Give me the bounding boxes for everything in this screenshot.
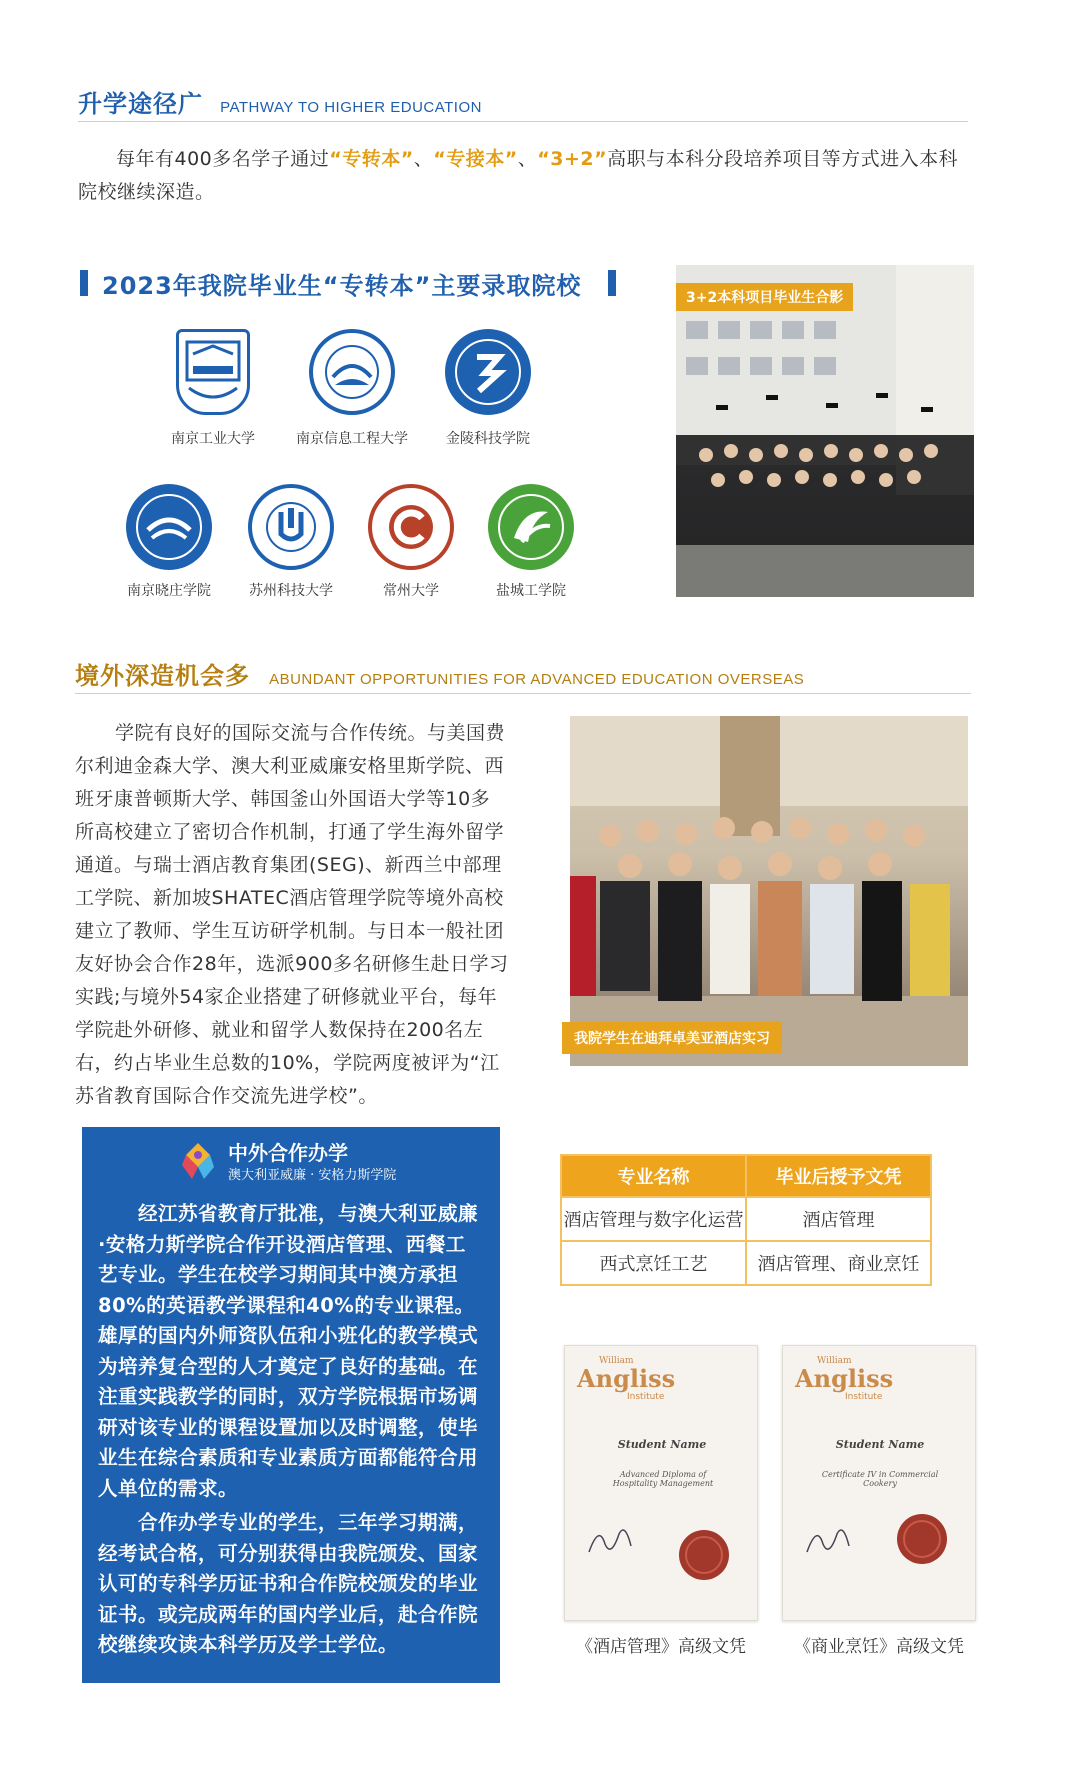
graduation-photo [676, 265, 974, 597]
section-title-en: PATHWAY TO HIGHER EDUCATION [220, 99, 482, 116]
section-overseas-header [75, 656, 977, 690]
table-header-row [561, 1155, 931, 1197]
nuist-emblem-icon [313, 333, 391, 411]
jit-emblem-icon [445, 329, 531, 415]
table-header: 毕业后授予文凭 [746, 1155, 931, 1197]
wax-seal-icon [895, 1512, 949, 1566]
school-label: 南京信息工程大学 [296, 431, 408, 447]
cooperation-title: 中外合作办学 [228, 1141, 348, 1165]
graduation-photo-tag: 3+2本科项目毕业生合影 [676, 283, 853, 311]
graduation-scene-icon [676, 265, 974, 597]
school-logo-njxzc [126, 484, 212, 570]
cooperation-text: 经江苏省教育厅批准，与澳大利亚威廉 ·安格力斯学院合作开设酒店管理、西餐工 艺专业。学生在校学习期间其中澳方承担 80%的英语教学课程和40%的专业课程。 雄厚的国内外师资队伍和小班化的教学模式 为培养复合型的人才奠定了良好的基础。在 注重实践教学的同时，双方学院根据市场调 研对该专业的课程设置加以及时调整，使毕 业生在综合素质和专业素质方面都能符合用 人单位的需求。 合作办学专业的学生，三年学习期满， 经考试合格，可分别获得由我院颁发、国家 认可的专科学历证书和合作院校颁发的毕业 证书。或完成两年的国内学业后，赴合作院 校继续攻读本科学历及学士学位。 [98, 1202, 479, 1656]
section-title-en: ABUNDANT OPPORTUNITIES FOR ADVANCED EDUCATION OVERSEAS [269, 671, 805, 688]
subhead-bar-left [80, 270, 88, 296]
njtech-emblem-icon [179, 332, 247, 412]
table-row [561, 1241, 931, 1285]
school-label: 盐城工学院 [496, 583, 566, 599]
signature-icon [585, 1514, 645, 1564]
hotel-photo-tag: 我院学生在迪拜卓美亚酒店实习 [562, 1022, 782, 1054]
table-cell: 酒店管理与数字化运营 [561, 1197, 746, 1241]
school-logo-ycit [488, 484, 574, 570]
school-logo-jit [445, 329, 531, 415]
ycit-emblem-icon [488, 484, 574, 570]
section-title-cn: 境外深造机会多 [75, 662, 250, 690]
school-label: 金陵科技学院 [446, 431, 530, 447]
school-label: 常州大学 [383, 583, 439, 599]
certificate-cookery: William Angliss Institute Student Name Certificate IV in Commercial Cookery [782, 1345, 976, 1621]
table-cell: 酒店管理 [746, 1197, 931, 1241]
certificate-hospitality: William Angliss Institute Student Name Advanced Diploma of Hospitality Management [564, 1345, 758, 1621]
school-logo-njtech [176, 329, 250, 415]
pathway-paragraph: 每年有400多名学子通过“专转本”、“专接本”、“3+2”高职与本科分段培养项目等方式进入本科院校继续深造。 [78, 148, 959, 203]
section-divider [78, 121, 968, 122]
certificate-caption: 《商业烹饪》高级文凭 [794, 1637, 964, 1657]
overseas-paragraph: 学院有良好的国际交流与合作传统。与美国费 尔利迪金森大学、澳大利亚威廉安格里斯学院、西 班牙康普顿斯大学、韩国釜山外国语大学等10多 所高校建立了密切合作机制，打通了学生海外留学 通道。与瑞士酒店教育集团(SEG)、新西兰中部理 工学院、新加坡SHATEC酒店管理学院等境外高校 建立了教师、学生互访研学机制。与日本一般社团 友好协会合作28年，选派900多名研修生赴日学习 实践;与境外54家企业搭建了研修就业平台，每年 学院赴外研修、就业和留学人数保持在200名左 右，约占毕业生总数的10%，学院两度被评为“江 苏省教育国际合作交流先进学校”。 [75, 722, 509, 1107]
cooperation-subtitle: 澳大利亚威廉 · 安格力斯学院 [228, 1168, 397, 1183]
table-cell: 西式烹饪工艺 [561, 1241, 746, 1285]
cczu-emblem-icon [372, 488, 450, 566]
school-label: 南京工业大学 [171, 431, 255, 447]
school-logo-usts [248, 484, 334, 570]
usts-emblem-icon [252, 488, 330, 566]
admissions-title: 2023年我院毕业生“专转本”主要录取院校 [102, 272, 582, 300]
subhead-bar-right [608, 270, 616, 296]
njxzc-emblem-icon [126, 484, 212, 570]
school-label: 苏州科技大学 [249, 583, 333, 599]
school-label: 南京晓庄学院 [127, 583, 211, 599]
certificate-caption: 《酒店管理》高级文凭 [576, 1637, 746, 1657]
table-cell: 酒店管理、商业烹饪 [746, 1241, 931, 1285]
table-row [561, 1197, 931, 1241]
hotel-internship-photo [570, 716, 968, 1066]
school-logo-nuist [309, 329, 395, 415]
section-pathway-header [78, 84, 980, 118]
program-table [560, 1154, 932, 1286]
section-title-cn: 升学途径广 [78, 90, 203, 118]
cooperation-box [82, 1127, 500, 1683]
signature-icon [803, 1514, 863, 1564]
school-logo-cczu [368, 484, 454, 570]
program-table-wrap [560, 1154, 932, 1286]
table-header: 专业名称 [561, 1155, 746, 1197]
hotel-group-scene-icon [570, 716, 968, 1066]
section-divider [75, 693, 971, 694]
cooperation-logo-icon [180, 1141, 216, 1181]
wax-seal-icon [677, 1528, 731, 1582]
